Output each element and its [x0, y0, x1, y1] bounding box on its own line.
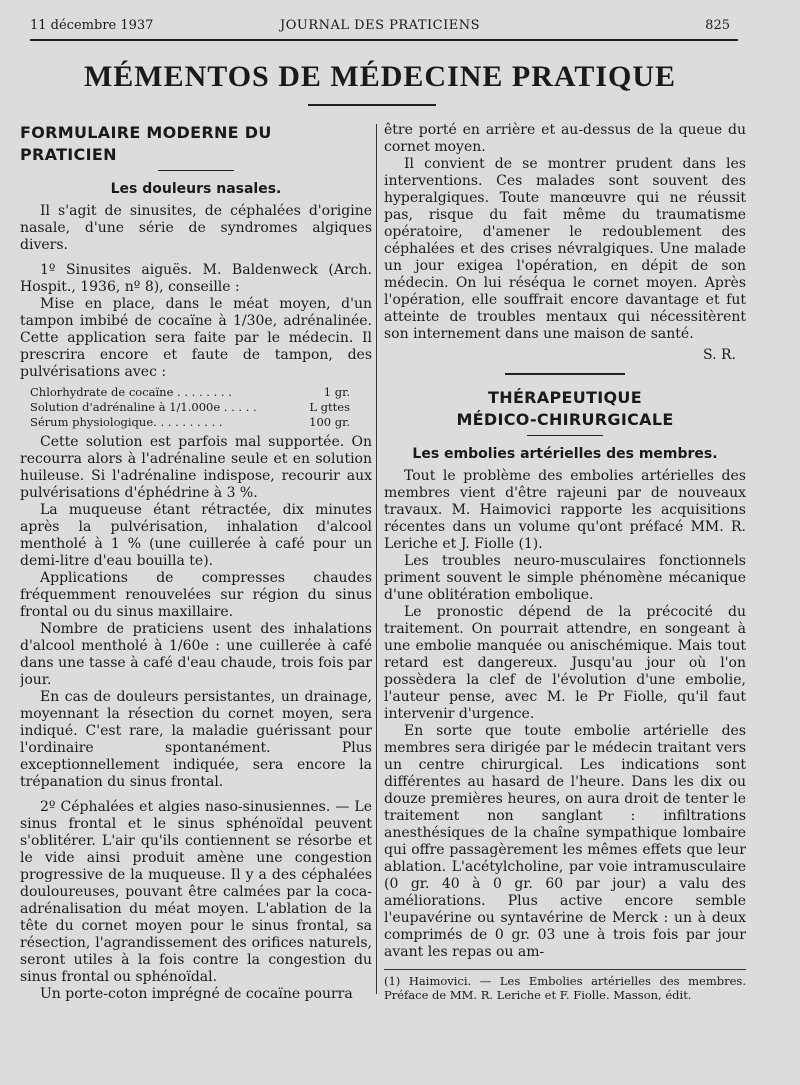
article-subtitle-embolies: Les embolies artérielles des membres. — [412, 446, 718, 462]
section-title-formulaire: FORMULAIRE MODERNE DU PRATICIEN — [20, 123, 272, 164]
separator-rule — [505, 373, 625, 375]
formula-row: Chlorhydrate de cocaïne . . . . . . . . 1 gr. — [30, 385, 350, 399]
paragraph: 2º Céphalées et algies naso-sinusiennes. — Le sinus frontal et le sinus sphénoïdal peuvent s'oblitérer. L'air qu'ils contiennent se résorbe et le vide ainsi produit amène une congestion progressive de la muqueuse. Il y a des céphalées douloureuses, pouvant être calmées par la coca-adrénalisation du méat moyen. L'ablation de la tête du cornet moyen pour le sinus frontal, sa résection, l'agrandissement des orifices naturels, seront utiles à la fois contre la congestion du sinus frontal ou sphénoïdal. — [20, 799, 372, 985]
paragraph: En cas de douleurs persistantes, un drainage, moyennant la résection du cornet moyen, sera indiqué. C'est rare, la maladie guérissant pour l'ordinaire spontanément. Plus exceptionnellement indiquée, sera encore la trépanation du sinus frontal. — [20, 689, 372, 790]
paragraph: La muqueuse étant rétractée, dix minutes après la pulvérisation, inhalation d'alcool mentholé à 1 % (une cuillerée à café pour un demi-litre d'eau bouilla te). — [20, 502, 372, 569]
page-title: MÉMENTOS DE MÉDECINE PRATIQUE — [83, 60, 677, 93]
paragraph: Mise en place, dans le méat moyen, d'un tampon imbibé de cocaïne à 1/30e, adrénalinée. Cette application sera faite par le médecin. Il prescrira encore et faute de tampon, des pulvérisations avec : — [20, 296, 372, 380]
paragraph: Cette solution est parfois mal supportée. On recourra alors à l'adrénaline seule et en solution huileuse. Si l'adrénaline indispose, recourir aux pulvérisations d'éphédrine à 3 %. — [20, 434, 372, 501]
paragraph: Il convient de se montrer prudent dans les interventions. Ces malades sont souvent des hyperalgiques. Toute manœuvre qui ne réussit pas, risque du fait même du traumatisme opératoire, d'amener le redoublement des céphalées et des crises névralgiques. Une malade un jour exigea l'opération, en dépit de son médecin. On lui réséqua le cornet moyen. Après l'opération, elle souffrait encore davantage et fut atteinte de troubles mentaux qui nécessitèrent son internement dans une maison de santé. — [384, 156, 746, 342]
header-page-number: 825 — [705, 18, 730, 33]
title-rule — [308, 104, 436, 106]
formula-row: Sérum physiologique. . . . . . . . . . 100 gr. — [30, 415, 350, 429]
column-divider — [376, 124, 377, 994]
paragraph: Le pronostic dépend de la précocité du traitement. On pourrait attendre, en songeant à une embolie manquée ou anischémique. Mais tout retard est dangereux. Jusqu'au jour où l'on possèdera la clef de l'évolution d'une embolie, l'auteur pense, avec M. le Pr Fiolle, qu'il faut intervenir d'urgence. — [384, 604, 746, 722]
left-column — [20, 122, 372, 1022]
paragraph: Tout le problème des embolies artérielles des membres vient d'être rajeuni par de nouveaux travaux. M. Haimovici rapporte les acquisitions récentes dans un volume qu'ont préfacé MM. R. Leriche et J. Fiolle (1). — [384, 468, 746, 552]
prescription-formula — [30, 385, 350, 430]
section-title-medico-chirurgicale: MÉDICO-CHIRURGICALE — [456, 410, 674, 429]
section-rule — [158, 170, 234, 171]
signature: S. R. — [703, 347, 736, 363]
paragraph: Les troubles neuro-musculaires fonctionnels priment souvent le simple phénomène mécanique d'une oblitération embolique. — [384, 553, 746, 603]
running-header — [30, 18, 730, 36]
paragraph: En sorte que toute embolie artérielle des membres sera dirigée par le médecin traitant vers un centre chirurgical. Les indications sont différentes au hasard de l'heure. Dans les dix ou douze premières heures, on aura droit de tenter le traitement non sanglant : infiltrations anesthésiques de la chaîne sympathique lombaire qui offre passagèrement les mêmes effets que leur ablation. L'acétylcholine, par voie intramusculaire (0 gr. 40 à 0 gr. 60 par jour) a valu des améliorations. Plus active encore semble l'eupavérine ou syntavérine de Merck : un à deux comprimés de 0 gr. 03 une à trois fois par jour avant les repas ou am- — [384, 723, 746, 960]
paragraph: Un porte-coton imprégné de cocaïne pourra — [40, 986, 353, 1002]
paragraph: Applications de compresses chaudes fréquemment renouvelées sur région du sinus frontal ou du sinus maxillaire. — [20, 570, 372, 620]
section-rule — [527, 435, 603, 436]
formula-row: Solution d'adrénaline à 1/1.000e . . . . . L gttes — [30, 400, 350, 414]
footnote: (1) Haimovici. — Les Embolies artérielles des membres. Préface de MM. R. Leriche et F. Fiolle. Masson, édit. — [384, 969, 746, 1002]
section-title-therapeutique: THÉRAPEUTIQUE — [488, 388, 642, 407]
header-rule — [30, 39, 738, 41]
paragraph: 1º Sinusites aiguës. M. Baldenweck (Arch. Hospit., 1936, nº 8), conseille : — [20, 262, 372, 295]
header-journal-name: JOURNAL DES PRATICIENS — [280, 18, 480, 33]
paragraph: Il s'agit de sinusites, de céphalées d'origine nasale, d'une série de syndromes algiques divers. — [20, 203, 372, 253]
paragraph: Nombre de praticiens usent des inhalations d'alcool mentholé à 1/60e : une cuillerée à café dans une tasse à café d'eau chaude, trois fois par jour. — [20, 621, 372, 688]
right-column — [384, 122, 746, 1062]
paragraph: être porté en arrière et au-dessus de la queue du cornet moyen. — [384, 122, 746, 155]
header-date: 11 décembre 1937 — [30, 18, 154, 33]
article-subtitle-douleurs-nasales: Les douleurs nasales. — [110, 181, 282, 197]
